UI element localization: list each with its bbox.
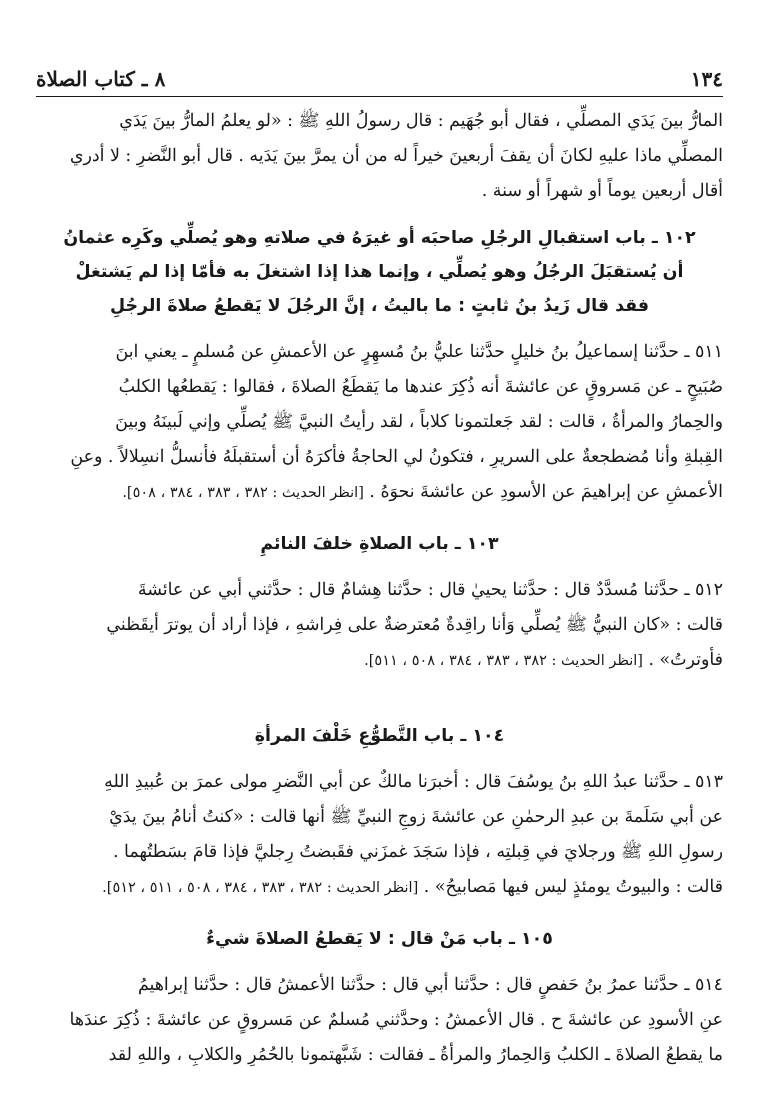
hadith-line: ما يقطعُ الصلاةَ ـ الكلبُ وَالحِمارُ والمرأةُ ـ فقالت : شَبَّهتمونا بالحُمُرِ والكلابِ ، واللهِ لقد — [108, 1045, 723, 1065]
text-line: المارُّ بينَ يَدَي المصلِّي ، فقال أبو جُهَيم : قال رسولُ اللهِ ﷺ : «لو يعلمُ المارُّ بينَ يَدَي — [119, 111, 723, 131]
hadith-line: قالت : «كان النبيُّ ﷺ يُصلِّي وَأنا راقِدةٌ مُعترضةٌ على فِراشهِ ، فإذا أراد أن يوترَ أيقَظني — [106, 615, 723, 635]
hadith-reference: [انظر الحديث : ٣٨٢ ، ٣٨٣ ، ٣٨٤ ، ٥٠٨ ، ٥١١ ، ٥١٢]. — [102, 880, 419, 896]
hadith-line: ٥١٣ ـ حدَّثنا عبدُ اللهِ بنُ يوسُفَ قال : أخبرَنا مالكٌ عن أبي النَّضرِ مولى عمرَ بن عُبيدِ اللهِ — [104, 772, 723, 792]
page-content — [36, 104, 723, 1073]
text-line: أقال أربعين يوماً أو شهراً أو سنة . — [481, 181, 723, 201]
chapter-heading: ١٠٢ ـ باب استقبالِ الرجُلِ صاحبَه أو غيرَهُ في صلاتهِ وهو يُصلِّي وكَرِه عثمانُ — [63, 228, 696, 248]
page-number: ١٣٤ — [690, 67, 723, 91]
chapter-heading: ١٠٣ ـ باب الصلاةِ خلفَ النائمِ — [260, 534, 499, 554]
hadith-line: عن أبي سَلَمةَ بن عبدِ الرحمٰنِ عن عائشةَ زوجِ النبيِّ ﷺ أنها قالت : «كنتُ أنامُ بينَ يدَيْ — [109, 807, 723, 827]
hadith-line: رسولِ اللهِ ﷺ ورجلايَ في قِبلتِه ، فإذا سَجَدَ غمزَني فقَبضتُ رِجليَّ فإذا قامَ بسَطتُهما . — [112, 842, 723, 862]
chapter-heading: أن يُستقبَلَ الرجُلُ وهو يُصلِّي ، وإنما هذا إذا اشتغلَ به فأمّا إذا لم يَشتغلْ — [75, 262, 684, 282]
hadith-reference: [انظر الحديث : ٣٨٢ ، ٣٨٣ ، ٣٨٤ ، ٥٠٨]. — [122, 485, 364, 501]
hadith-line: القِبلةِ وأنا مُضطجعةٌ على السريرِ ، فتكونُ لي الحاجةُ فأكرَهُ أن أستقبلَهُ فأنسلُّ انسِلالاً . وعنِ — [70, 447, 723, 467]
hadith-text: فأوترتُ» . — [648, 650, 723, 670]
hadith-line — [36, 643, 723, 679]
hadith-line: ٥١٢ ـ حدَّثنا مُسدَّدٌ قال : حدَّثنا يحييٰ قال : حدَّثنا هِشامٌ قال : حدَّثني أبي عن عائشةَ — [137, 580, 723, 600]
hadith-line — [36, 475, 723, 511]
hadith-line: ٥١١ ـ حدَّثنا إسماعيلُ بنُ خليلٍ حدَّثنا عليُّ بنُ مُسهِرٍ عن الأعمشِ عن مُسلمٍ ـ يعني ابنَ — [115, 342, 723, 362]
book-title: ٨ ـ كتاب الصلاة — [36, 67, 166, 91]
hadith-line: ٥١٤ ـ حدَّثنا عمرُ بنُ حَفصٍ قال : حدَّثنا أبي قال : حدَّثنا الأعمشُ قال : حدَّثنا إبراهيمُ — [137, 975, 723, 995]
chapter-heading: ١٠٤ ـ باب التَّطوُّعِ خَلْفَ المرأةِ — [254, 726, 505, 746]
hadith-reference: [انظر الحديث : ٣٨٢ ، ٣٨٣ ، ٣٨٤ ، ٥٠٨ ، ٥١١]. — [364, 653, 643, 669]
text-line: المصلِّي ماذا عليهِ لكانَ أن يقفَ أربعينَ خيراً له من أن يمرَّ بينَ يَدَيه . قال أبو النَّضرِ : لا أدري — [69, 146, 723, 166]
chapter-heading: فقد قال زَيدُ بنُ ثابتٍ : ما باليتُ ، إنَّ الرجُلَ لا يَقطعُ صلاةَ الرجُلِ — [109, 296, 650, 316]
chapter-heading: ١٠٥ ـ باب مَنْ قال : لا يَقطعُ الصلاةَ شيءٌ — [206, 929, 553, 949]
hadith-line: والحِمارُ والمرأةُ ، قالت : لقد جَعلتمونا كلاباً ، لقد رأيتُ النبيَّ ﷺ يُصلِّي وإني لَبينَهُ وبينَ — [115, 412, 723, 432]
page-header — [36, 62, 723, 97]
hadith-line: صُبَيحٍ ـ عن مَسروقٍ عن عائشةَ أنه ذُكِرَ عندها ما يَقطَعُ الصلاةَ ، فقالوا : يَقطعُها الكلبُ — [118, 377, 723, 397]
hadith-text: قالت : والبيوتُ يومئذٍ ليس فيها مَصابيحُ» . — [423, 877, 723, 897]
hadith-line — [36, 870, 723, 906]
hadith-line: عنِ الأسودِ عن عائشةَ ح . قال الأعمشُ : وحدَّثني مُسلمٌ عن مَسروقٍ عن عائشةَ : ذُكِرَ عندَها — [69, 1010, 723, 1030]
hadith-text: الأعمشِ عن إبراهيمَ عن الأسودِ عن عائشةَ نحوَهُ . — [369, 482, 723, 502]
